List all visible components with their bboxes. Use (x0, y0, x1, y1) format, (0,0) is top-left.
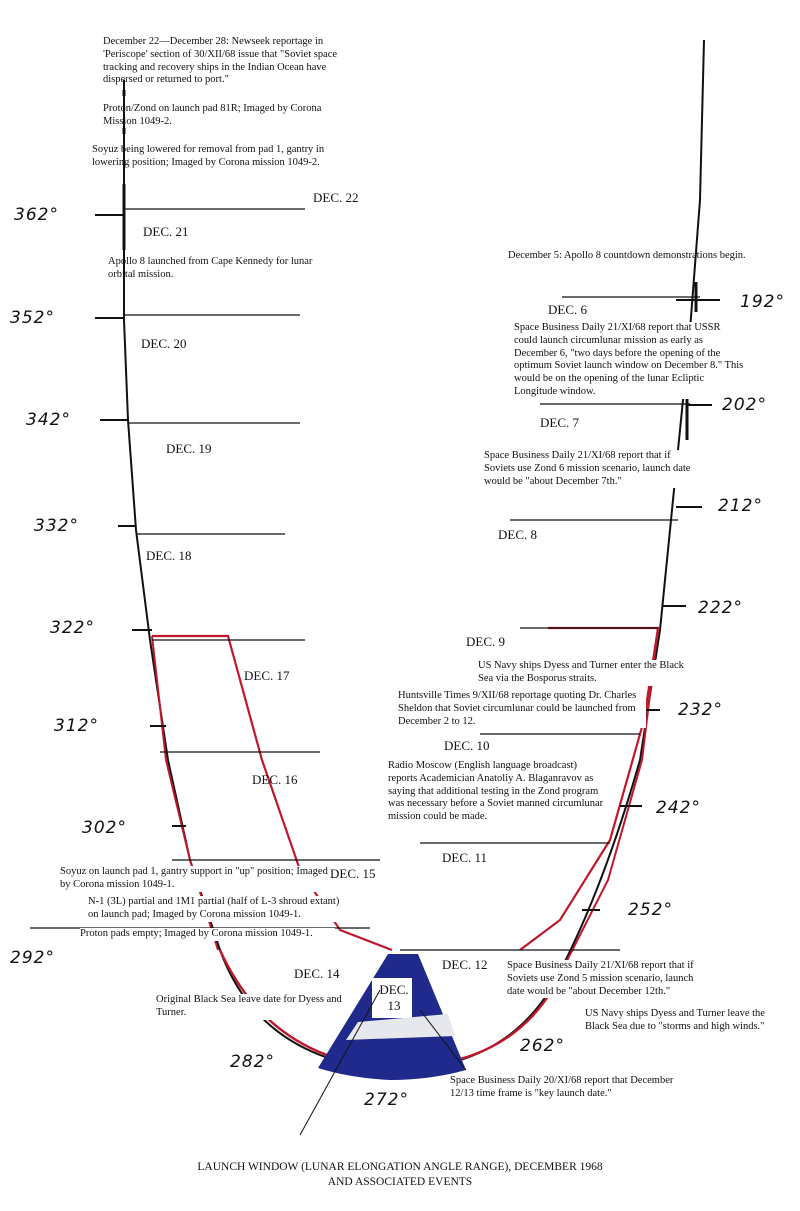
day-label-dec-8: DEC. 8 (498, 527, 537, 542)
day-label-dec-10: DEC. 10 (444, 738, 490, 753)
note-proton-zond-pad-81r: Proton/Zond on launch pad 81R; Imaged by Corona Mission 1049-2. (103, 103, 322, 127)
note-radio-moscow: Radio Moscow (English language broadcast) reports Academician Anatoliy A. Blaganravov as saying that additional testing in the Zond program was necessary before a Soviet manned circumlunar mission could be made. (388, 760, 608, 824)
day-label-dec-9: DEC. 9 (466, 634, 505, 649)
day-label-dec-7: DEC. 7 (540, 415, 579, 430)
note-original-black-sea-leave: Original Black Sea leave date for Dyess and Turner. (156, 994, 346, 1020)
note-sbd-zond-6-scenario: Space Business Daily 21/XI/68 report that if Soviets use Zond 6 mission scenario, launch date would be "about December 7th." (484, 450, 704, 488)
angle-label-312: 312° (54, 716, 99, 736)
caption-line-1: LAUNCH WINDOW (LUNAR ELONGATION ANGLE RANGE), DECEMBER 1968 (197, 1161, 603, 1173)
note-navy-enter-black-sea: US Navy ships Dyess and Turner enter the Black Sea via the Bosporus straits. (478, 660, 698, 686)
angle-label-272: 272° (364, 1090, 409, 1110)
angle-label-302: 302° (82, 818, 127, 838)
day-label-dec-21: DEC. 21 (143, 224, 189, 239)
day-label-dec-13: DEC. 13 (379, 982, 409, 1013)
angle-label-262: 262° (520, 1036, 565, 1056)
note-apollo-8-launched: Apollo 8 launched from Cape Kennedy for lunar orbital mission. (108, 256, 313, 280)
caption-line-2: AND ASSOCIATED EVENTS (327, 1175, 473, 1188)
angle-label-252: 252° (628, 900, 673, 920)
note-sbd-ussr-dec-6: Space Business Daily 21/XI/68 report that USSR could launch circumlunar mission as early as December 6, "two days before the opening of the optimum Soviet launch window on December 8." This would be on the opening of the lunar Ecliptic Longitude window. (514, 322, 746, 399)
note-soyuz-pad-1-up: Soyuz on launch pad 1, gantry support in "up" position; Imaged by Corona mission 1049-1. (60, 866, 330, 892)
angle-label-292: 292° (10, 948, 55, 968)
angle-label-332: 332° (34, 516, 79, 536)
angle-label-232: 232° (678, 700, 723, 720)
note-sbd-zond-5-scenario: Space Business Daily 21/XI/68 report that if Soviets use Zond 5 mission scenario, launch date would be "about December 12th." (507, 960, 709, 998)
note-key-launch-date: Space Business Daily 20/XI/68 report that December 12/13 time frame is "key launch date." (450, 1075, 674, 1099)
day-label-dec-22: DEC. 22 (313, 190, 359, 205)
angle-label-282: 282° (230, 1052, 275, 1072)
angle-label-212: 212° (718, 496, 763, 516)
angle-label-352: 352° (10, 308, 55, 328)
day-label-dec-15: DEC. 15 (330, 866, 376, 881)
note-dec-22-28-newsweek: December 22—December 28: Newseek reportage in 'Periscope' section of 30/XII/68 issue that "Soviet space tracking and recovery ships in the Indian Ocean have dispersed or returned to port." (103, 36, 338, 86)
angle-label-222: 222° (698, 598, 743, 618)
day-label-dec-17: DEC. 17 (244, 668, 290, 683)
day-label-dec-11: DEC. 11 (442, 850, 488, 865)
note-n1-partial: N-1 (3L) partial and 1M1 partial (half of L-3 shroud extant) on launch pad; Imaged by Corona mission 1049-1. (88, 896, 346, 922)
figure-caption (0, 1160, 800, 1190)
note-huntsville-times: Huntsville Times 9/XII/68 reportage quoting Dr. Charles Sheldon that Soviet circumlunar could be launched from December 2 to 12. (398, 690, 646, 728)
angle-label-322: 322° (50, 618, 95, 638)
day-label-dec-14: DEC. 14 (294, 966, 340, 981)
day-label-dec-18: DEC. 18 (146, 548, 192, 563)
angle-label-362: 362° (14, 205, 59, 225)
note-navy-leave-black-sea: US Navy ships Dyess and Turner leave the Black Sea due to "storms and high winds." (585, 1008, 765, 1032)
day-label-dec-20: DEC. 20 (141, 336, 187, 351)
angle-label-342: 342° (26, 410, 71, 430)
angle-label-202: 202° (722, 395, 767, 415)
day-label-dec-6: DEC. 6 (548, 302, 587, 317)
day-label-dec-12: DEC. 12 (442, 957, 488, 972)
note-proton-pads-empty: Proton pads empty; Imaged by Corona mission 1049-1. (80, 928, 335, 941)
note-apollo-8-countdown: December 5: Apollo 8 countdown demonstrations begin. (508, 250, 746, 261)
angle-label-192: 192° (740, 292, 785, 312)
angle-label-242: 242° (656, 798, 701, 818)
day-label-dec-19: DEC. 19 (166, 441, 212, 456)
day-label-dec-16: DEC. 16 (252, 772, 298, 787)
note-soyuz-lowered: Soyuz being lowered for removal from pad 1, gantry in lowering position; Imaged by Corona mission 1049-2. (92, 144, 325, 168)
